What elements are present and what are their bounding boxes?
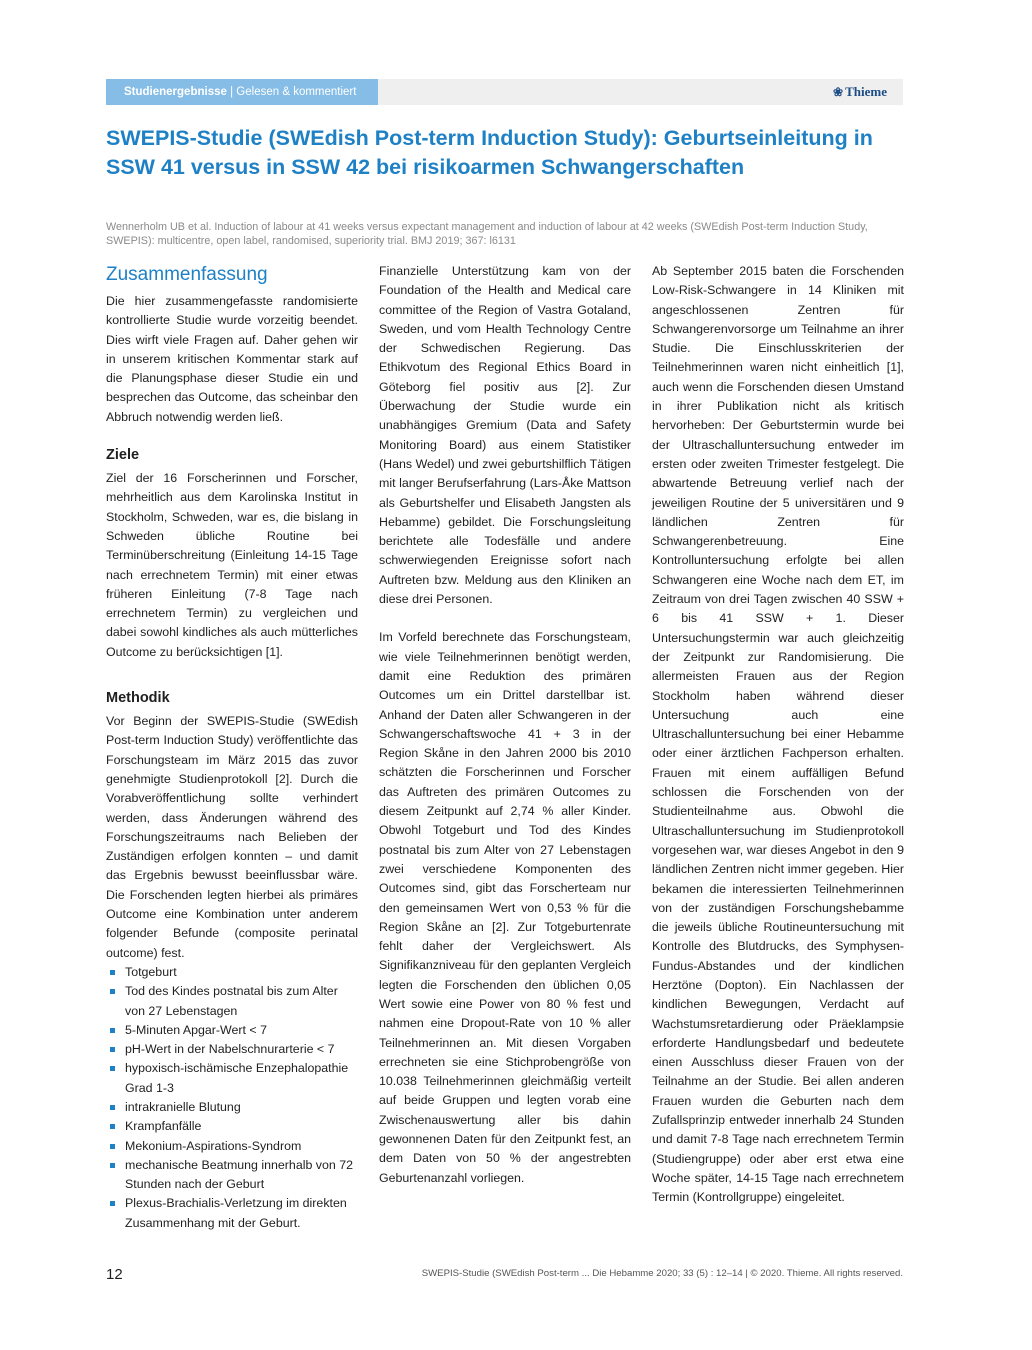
funding-paragraph: Finanzielle Unterstützung kam von der Foundation of the Health and Medical care committee of the Region of Vastra Gotaland, Sweden, und vom Health Technology Centre der Schwedischen Regierung. Das Ethikvotum des Regional Ethics Board in Göteborg fiel positiv aus [2]. Zur Überwachung der Studie wurde ein unabhängiges Gremium (Data and Safety Monitoring Board) aus einem Statistiker (Hans Wedel) und zwei geburtshilflich Tätigen mit langer Berufserfahrung (Lars-Åke Mattson als Geburtshelfer und Elisabeth Jangsten als Hebamme) gebildet. Die Forschungsleitung berichtete alle Todesfälle und andere schwerwiegenden Ereignisse sofort nach Auftreten bzw. Meldung aus den Kliniken an diese drei Personen. [379, 264, 631, 607]
bullet-icon [110, 970, 115, 975]
ziele-heading: Ziele [106, 447, 140, 464]
section-tag [106, 79, 378, 105]
methodik-heading: Methodik [106, 690, 170, 707]
bullet-icon [110, 1144, 115, 1149]
recruitment-paragraph: Ab September 2015 baten die Forschenden Low-Risk-Schwangere in 14 Kliniken mit angeschlossenen Zentren für Schwangerenvorsorge um Teilnahme an ihrer Studie. Die Einschlusskriterien der Teilnehmerinnen waren nicht einheitlich [1], auch wenn die Forschenden diesen Umstand in ihrer Publikation nicht als kritisch hervorheben: Der Geburtstermin wurde bei der Ultraschalluntersuchung entweder im ersten oder zweiten Trimester festgelegt. Die abwartende Betreuung verlief nach der jeweiligen Routine der 5 universitären und 9 ländlichen Zentren für Schwangerenbetreuung. Eine Kontrolluntersuchung erfolgte bei allen Schwangeren eine Woche nach dem ET, im Zeitraum von drei Tagen zwischen 40 SSW + 6 bis 41 SSW + 1. Dieser Untersuchungstermin war auch gleichzeitig der Zeitpunkt zur Randomisierung. Die allermeisten Frauen aus der Region Stockholm haben während dieser Untersuchung auch eine Ultraschalluntersuchung bei einer Hebamme oder einer ärztlichen Fachperson erhalten. Frauen mit einem auffälligen Befund schlossen die Forschenden von der Studienteilnahme aus. Obwohl die Ultraschalluntersuchung im Studienprotokoll vorgesehen war, war dieses Angebot in den 9 ländlichen Zentren nicht immer gegeben. Hier bekamen die interessierten Teilnehmerinnen von der zuständigen Forschungshebamme die jeweils übliche Routineuntersuchung mit Kontrolle des Blutdrucks, des Symphysen-Fundus-Abstandes und der kindlichen Herztöne (Dopton). Ein Nachlassen der kindlichen Bewegungen, Verdacht auf Wachstumsretardierung oder Präeklampsie erforderte Handlungsbedarf und bedeutete einen Ausschluss dieser Frauen von der Teilnahme an der Studie. Bei allen anderen Frauen wurden die Geburten nach dem Zufallsprinzip entweder innerhalb 24 Stunden und damit 7-8 Tage nach errechnetem Termin (Studiengruppe) oder aber erst etwa eine Woche später, 14-15 Tage nach errechnetem Termin (Kontrollgruppe) eingeleitet. [652, 264, 904, 1205]
section-label: Studienergebnisse [124, 86, 227, 98]
list-item: pH-Wert in der Nabelschnurarterie < 7 [106, 1040, 358, 1059]
article-title: SWEPIS-Studie (SWEdish Post-term Induction Study): Geburtseinleitung in SSW 41 versus in SSW 42 bei risikoarmen Schwangerschaften [106, 126, 873, 179]
ziele-text: Ziel der 16 Forscherinnen und Forscher, mehrheitlich aus dem Karolinska Institut in Stockholm, Schweden, war es, die bislang in Schweden übliche Routine bei Terminüberschreitung (Einleitung 14-15 Tage nach errechnetem Termin) mit einer etwas früheren Einleitung (7-8 Tage nach errechnetem Termin) zu vergleichen und dabei sowohl kindliches als auch mütterliches Outcome zu berücksichtigen [1]. [106, 471, 358, 659]
list-item: Krampfanfälle [106, 1117, 358, 1136]
page-number: 12 [106, 1266, 123, 1283]
bullet-icon [110, 1163, 115, 1168]
publisher-logo [833, 79, 887, 105]
methodik-text: Vor Beginn der SWEPIS-Studie (SWEdish Post-term Induction Study) veröffentlichte das Forschungsteam im März 2015 das zuvor genehmigte Studienprotokoll [2]. Durch die Vorabveröffentlichung sollte verhindert werden, dass Änderungen während des Forschungszeitraums nach Belieben der Zuständigen erfolgen konnten – und damit das Ergebnis bewusst beeinflussbar wäre. Die Forschenden legten hierbei als primäres Outcome eine Kombination unter anderem folgender Befunde (composite perinatal outcome) fest. [106, 714, 358, 960]
bullet-icon [110, 989, 115, 994]
bullet-icon [110, 1201, 115, 1206]
list-item: Mekonium-Aspirations-Syndrom [106, 1137, 358, 1156]
column-3 [652, 262, 904, 1208]
summary-text: Die hier zusammengefasste randomisierte kontrollierte Studie wurde vorzeitig beendet. Dies wirft viele Fragen auf. Daher gehen wir in unserem kritischen Kommentar stark auf die Planungsphase dieser Studie ein und besprechen das Outcome, das scheinbar den Abbruch notwendig werden ließ. [106, 294, 358, 424]
footer-citation: SWEPIS-Studie (SWEdish Post-term ... Die Hebamme 2020; 33 (5) : 12–14 | © 2020. Thieme. All rights reserved. [421, 1268, 903, 1279]
bullet-icon [110, 1047, 115, 1052]
list-item: hypoxisch-ischämische Enzephalopathie Grad 1-3 [106, 1059, 358, 1098]
bullet-icon [110, 1028, 115, 1033]
article-reference: Wennerholm UB et al. Induction of labour at 41 weeks versus expectant management and induction of labour at 42 weeks (SWEdish Post-term Induction Study, SWEPIS): multicentre, open label, randomised, superiority trial. BMJ 2019; 367: l6131 [106, 221, 868, 247]
summary-heading: Zusammenfassung [106, 264, 268, 285]
section-separator: | [230, 86, 234, 98]
list-item: Plexus-Brachialis-Verletzung im direkten Zusammenhang mit der Geburt. [106, 1194, 358, 1233]
column-2 [379, 262, 631, 1188]
sample-size-paragraph: Im Vorfeld berechnete das Forschungsteam, wie viele Teilnehmerinnen benötigt werden, damit eine Reduktion des primären Outcomes um ein Drittel darstellbar ist. Anhand der Daten aller Schwangeren in der Schwangerschaftswoche 41 + 3 in der Region Skåne in den Jahren 2000 bis 2010 schätzten die Forscherinnen und Forscher das Auftreten des primären Outcomes zu diesem Zeitpunkt auf 2,74 % aller Kinder. Obwohl Totgeburt und Tod des Kindes postnatal bis zum Alter von 27 Lebenstagen zwei verschiedene Komponenten des Outcomes sind, gibt das Forscherteam nur den gemeinsamen Wert von 0,53 % für die Region Skåne an [2]. Zur Totgeburtenrate fehlt daher der Vergleichswert. Als Signifikanzniveau für den geplanten Vergleich legten die Forschenden den üblichen 0,05 Wert sowie eine Power von 80 % fest und nahmen eine Dropout-Rate von 10 % aller Teilnehmerinnen an. Mit diesen Vorgaben errechneten sie eine Stichprobengröße von 10.038 Teilnehmerinnen gleichmäßig verteilt auf beide Gruppen und legten vorab eine Zwischenauswertung aller bis dahin gewonnenen Daten für den Zeitpunkt fest, an dem Daten von 50 % der angestrebten Geburtenanzahl vorliegen. [379, 630, 631, 1185]
list-item: Totgeburt [106, 963, 358, 982]
list-item: mechanische Beatmung innerhalb von 72 Stunden nach der Geburt [106, 1156, 358, 1195]
list-item: intrakranielle Blutung [106, 1098, 358, 1117]
bullet-icon [110, 1105, 115, 1110]
outcome-list [106, 963, 358, 1233]
list-item: Tod des Kindes postnatal bis zum Alter von 27 Lebenstagen [106, 982, 358, 1021]
list-item: 5-Minuten Apgar-Wert < 7 [106, 1021, 358, 1040]
thieme-logo-icon: ❀ [833, 85, 844, 99]
column-1 [106, 262, 358, 1233]
bullet-icon [110, 1066, 115, 1071]
header-bar [106, 79, 903, 105]
publisher-name: Thieme [845, 84, 887, 99]
subsection-label: Gelesen & kommentiert [236, 86, 357, 98]
bullet-icon [110, 1124, 115, 1129]
